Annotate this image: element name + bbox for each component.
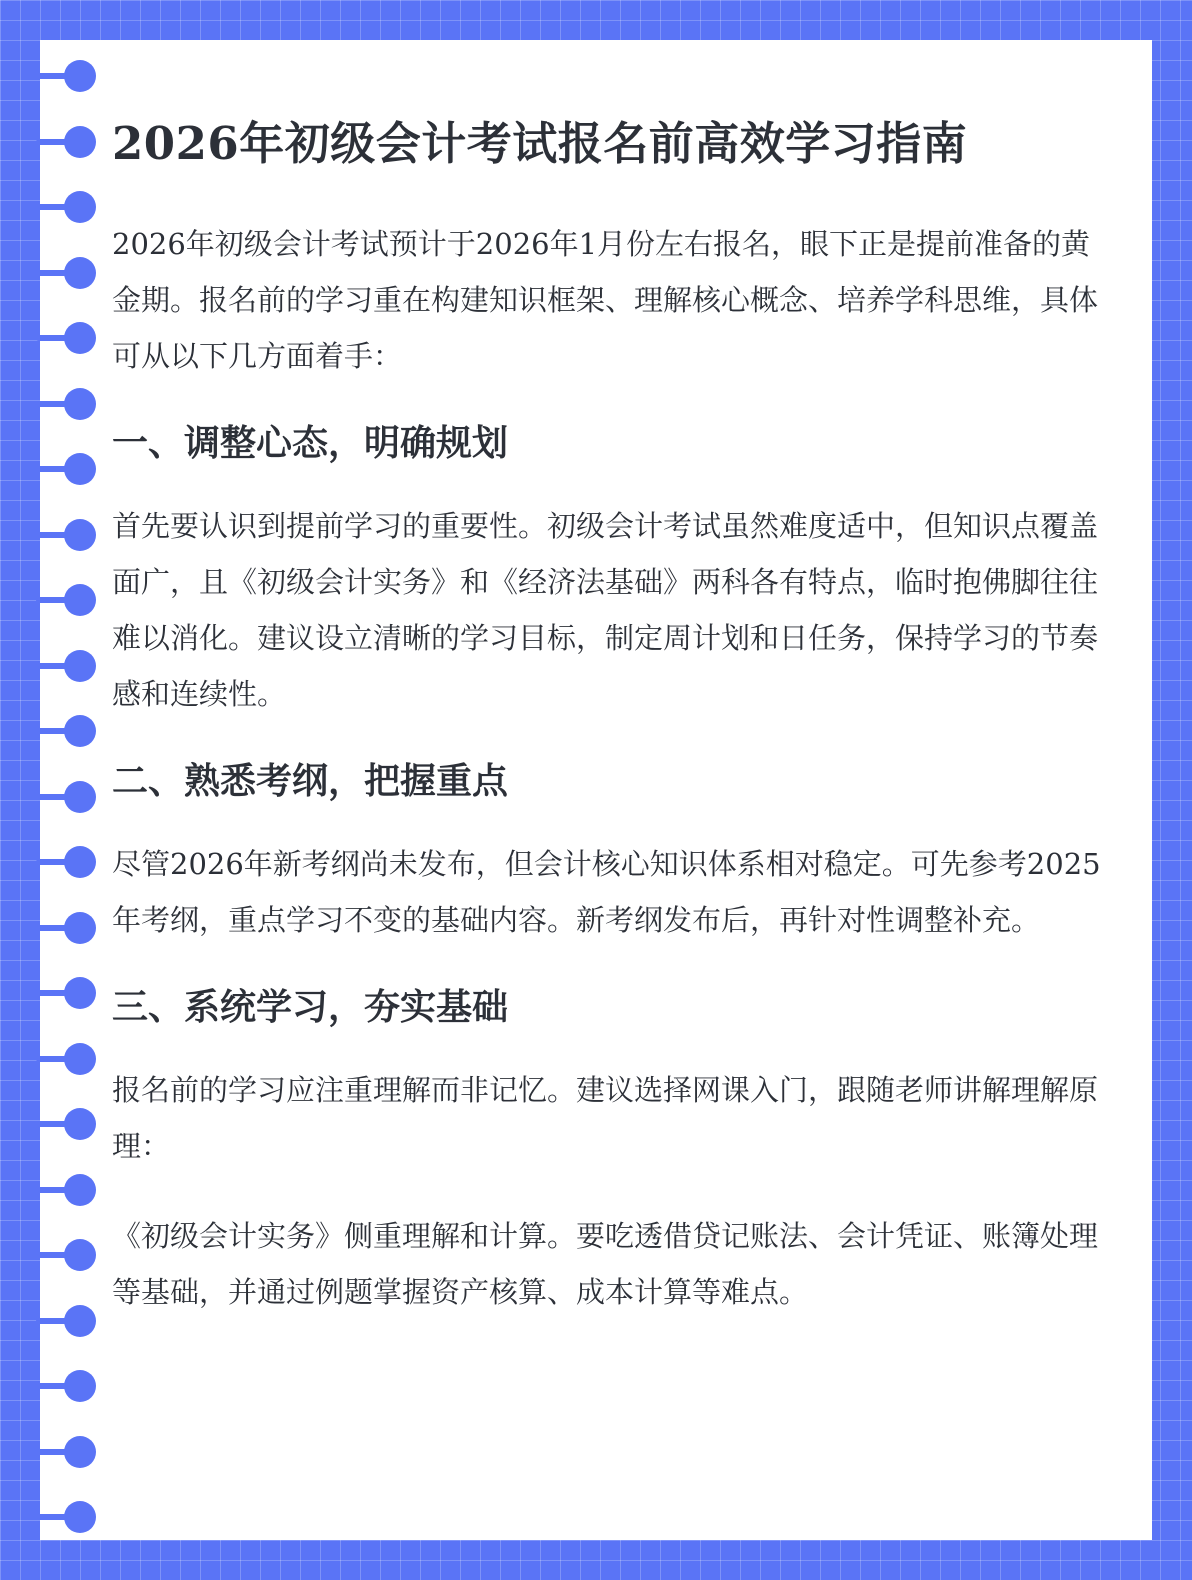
notebook-ring-icon	[36, 322, 96, 354]
notebook-ring-icon	[36, 912, 96, 944]
notebook-ring-icon	[36, 453, 96, 485]
notebook-ring-icon	[36, 584, 96, 616]
article	[112, 112, 1102, 1354]
section-paragraph-mindset: 首先要认识到提前学习的重要性。初级会计考试虽然难度适中，但知识点覆盖面广，且《初级会计实务》和《经济法基础》两科各有特点，临时抱佛脚往往难以消化。建议设立清晰的学习目标，制定周计划和日任务，保持学习的节奏感和连续性。	[112, 509, 1099, 711]
notebook-ring-icon	[36, 257, 96, 289]
notebook-ring-icon	[36, 1436, 96, 1468]
notebook-binding	[36, 60, 96, 1540]
notebook-ring-icon	[36, 191, 96, 223]
notebook-ring-icon	[36, 781, 96, 813]
notebook-ring-icon	[36, 1108, 96, 1140]
notebook-ring-icon	[36, 126, 96, 158]
section-paragraph-accounting-practice: 《初级会计实务》侧重理解和计算。要吃透借贷记账法、会计凭证、账簿处理等基础，并通过例题掌握资产核算、成本计算等难点。	[112, 1219, 1099, 1309]
intro-paragraph: 2026年初级会计考试预计于2026年1月份左右报名，眼下正是提前准备的黄金期。报名前的学习重在构建知识框架、理解核心概念、培养学科思维，具体可从以下几方面着手：	[112, 227, 1099, 373]
section-heading-mindset: 一、调整心态，明确规划	[112, 422, 509, 464]
notebook-ring-icon	[36, 1370, 96, 1402]
notebook-ring-icon	[36, 1174, 96, 1206]
section-paragraph-syllabus: 尽管2026年新考纲尚未发布，但会计核心知识体系相对稳定。可先参考2025年考纲，重点学习不变的基础内容。新考纲发布后，再针对性调整补充。	[112, 847, 1101, 937]
page-title: 2026年初级会计考试报名前高效学习指南	[112, 117, 968, 170]
notebook-ring-icon	[36, 1239, 96, 1271]
notebook-ring-icon	[36, 1043, 96, 1075]
notebook-ring-icon	[36, 1501, 96, 1533]
section-heading-foundation: 三、系统学习，夯实基础	[112, 986, 509, 1028]
notebook-ring-icon	[36, 519, 96, 551]
section-heading-syllabus: 二、熟悉考纲，把握重点	[112, 760, 509, 802]
notebook-ring-icon	[36, 650, 96, 682]
notebook-ring-icon	[36, 977, 96, 1009]
notebook-ring-icon	[36, 715, 96, 747]
notebook-ring-icon	[36, 1305, 96, 1337]
notebook-ring-icon	[36, 846, 96, 878]
notebook-ring-icon	[36, 388, 96, 420]
notebook-ring-icon	[36, 60, 96, 92]
section-paragraph-foundation: 报名前的学习应注重理解而非记忆。建议选择网课入门，跟随老师讲解理解原理：	[112, 1073, 1099, 1163]
